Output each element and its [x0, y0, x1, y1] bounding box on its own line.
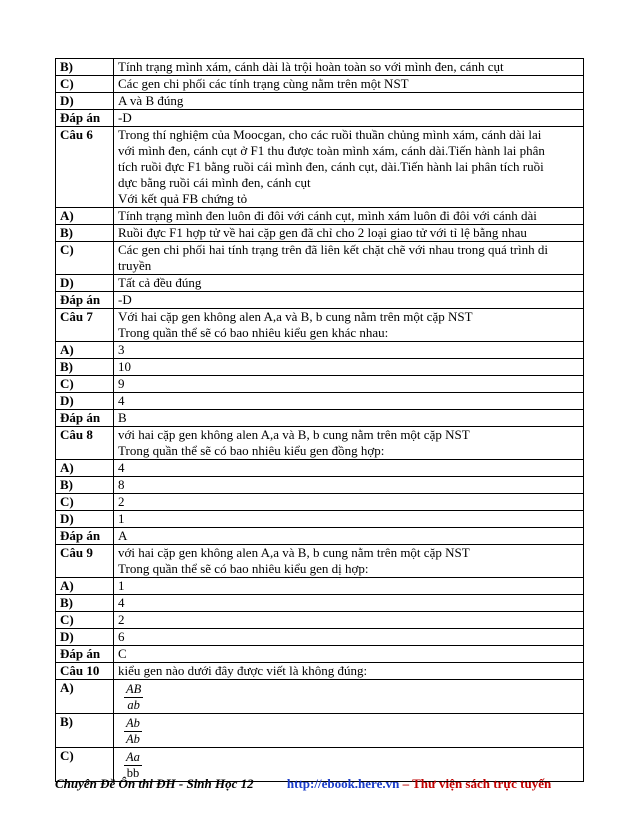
- row-text: [114, 477, 584, 494]
- row-text: [114, 663, 584, 680]
- table-row: [56, 545, 584, 578]
- table-row: [56, 376, 584, 393]
- table-row: [56, 110, 584, 127]
- row-text: [114, 393, 584, 410]
- row-text-line: 2: [118, 612, 125, 627]
- genotype-denominator: Ab: [126, 732, 140, 746]
- table-row: [56, 410, 584, 427]
- table-row: [56, 342, 584, 359]
- footer-library-name: Thư viện sách trực tuyến: [412, 776, 552, 791]
- row-text-line: Các gen chi phối hai tính trạng trên đã liên kết chặt chẽ với nhau trong quá trình di: [118, 242, 548, 257]
- footer-title: Chuyên Đề Ôn thi ĐH - Sinh Học 12: [55, 776, 254, 791]
- row-text-line: A: [118, 528, 128, 543]
- row-text-line: Ruồi đực F1 hợp tử về hai cặp gen đã chỉ cho 2 loại giao tử với tỉ lệ bằng nhau: [118, 225, 527, 240]
- row-text-line: 1: [118, 578, 125, 593]
- table-row: [56, 225, 584, 242]
- row-text-line: 8: [118, 477, 125, 492]
- genotype-cell: [114, 714, 584, 748]
- row-label: B): [56, 595, 114, 612]
- table-row: [56, 460, 584, 477]
- row-text-line: 4: [118, 393, 125, 408]
- footer-link[interactable]: http://ebook.here.vn: [286, 776, 400, 791]
- table-row: [56, 208, 584, 225]
- row-label: D): [56, 629, 114, 646]
- genotype-numerator: AB: [126, 682, 142, 696]
- row-text-line: với hai cặp gen không alen A,a và B, b cung nằm trên một cặp NST: [118, 427, 470, 442]
- row-text-line: Các gen chi phối các tính trạng cùng nằm trên một NST: [118, 76, 409, 91]
- row-text-line: 2: [118, 494, 125, 509]
- row-text: [114, 494, 584, 511]
- row-text-line: Trong thí nghiệm của Moocgan, cho các ruồi thuần chủng mình xám, cánh dài lai: [118, 127, 542, 142]
- table-row: [56, 275, 584, 292]
- row-label: C): [56, 76, 114, 93]
- table-row: [56, 477, 584, 494]
- row-label: C): [56, 494, 114, 511]
- row-text: [114, 376, 584, 393]
- row-text-line: với mình đen, cánh cụt ở F1 thu được toàn mình xám, cánh dài.Tiến hành lai phân: [118, 143, 545, 158]
- table-row: [56, 595, 584, 612]
- row-text: [114, 646, 584, 663]
- row-label: Đáp án: [56, 110, 114, 127]
- table-row: [56, 578, 584, 595]
- row-text-line: 10: [118, 359, 131, 374]
- row-label: Câu 7: [56, 309, 114, 342]
- row-label: Câu 9: [56, 545, 114, 578]
- row-text: [114, 528, 584, 545]
- table-row: [56, 629, 584, 646]
- row-label: B): [56, 225, 114, 242]
- row-text-line: truyền: [118, 258, 152, 273]
- row-text: [114, 410, 584, 427]
- footer-separator: –: [402, 776, 413, 791]
- genotype-numerator: Ab: [126, 716, 140, 730]
- row-label: D): [56, 511, 114, 528]
- row-text-line: 4: [118, 460, 125, 475]
- row-text: [114, 76, 584, 93]
- genotype-fraction: [118, 680, 143, 713]
- table-row: [56, 714, 584, 748]
- table-row: [56, 292, 584, 309]
- row-label: Đáp án: [56, 410, 114, 427]
- row-text-line: với hai cặp gen không alen A,a và B, b cung nằm trên một cặp NST: [118, 545, 470, 560]
- row-label: B): [56, 714, 114, 748]
- row-text: [114, 629, 584, 646]
- row-label: C): [56, 748, 114, 782]
- row-label: A): [56, 342, 114, 359]
- row-text: [114, 127, 584, 208]
- row-label: D): [56, 393, 114, 410]
- row-text-line: tích ruồi đực F1 bằng ruồi cái mình đen, cánh cụt, dài.Tiến hành lai phân tích ruồi: [118, 159, 544, 174]
- row-text-line: 1: [118, 511, 125, 526]
- row-label: Câu 10: [56, 663, 114, 680]
- row-label: D): [56, 93, 114, 110]
- row-text: [114, 359, 584, 376]
- row-label: A): [56, 208, 114, 225]
- row-text: [114, 275, 584, 292]
- table-row: [56, 309, 584, 342]
- row-text-line: -D: [118, 292, 132, 307]
- row-text: [114, 460, 584, 477]
- row-text: [114, 292, 584, 309]
- row-text: [114, 427, 584, 460]
- genotype-denominator: bb: [126, 766, 140, 780]
- table-row: [56, 663, 584, 680]
- row-label: C): [56, 242, 114, 275]
- row-text-line: Trong quần thể sẽ có bao nhiêu kiểu gen dị hợp:: [118, 561, 369, 576]
- row-label: Đáp án: [56, 528, 114, 545]
- table-row: [56, 93, 584, 110]
- table-row: [56, 76, 584, 93]
- row-text: [114, 578, 584, 595]
- table-row: [56, 359, 584, 376]
- row-label: C): [56, 376, 114, 393]
- table-row: [56, 427, 584, 460]
- row-text-line: Trong quần thể sẽ có bao nhiêu kiểu gen khác nhau:: [118, 325, 389, 340]
- row-text-line: C: [118, 646, 127, 661]
- row-text-line: -D: [118, 110, 132, 125]
- row-text-line: Tính trạng mình xám, cánh dài là trội hoàn toàn so với mình đen, cánh cụt: [118, 59, 504, 74]
- row-text: [114, 208, 584, 225]
- row-text: [114, 59, 584, 76]
- row-text-line: 9: [118, 376, 125, 391]
- table-row: [56, 494, 584, 511]
- row-label: A): [56, 680, 114, 714]
- row-text: [114, 595, 584, 612]
- row-text-line: Tính trạng mình đen luôn đi đôi với cánh cụt, mình xám luôn đi đôi với cánh dài: [118, 208, 537, 223]
- table-row: [56, 680, 584, 714]
- table-row: [56, 646, 584, 663]
- row-text-line: kiểu gen nào dưới đây được viết là không đúng:: [118, 663, 368, 678]
- question-table-body: [56, 59, 584, 782]
- row-label: A): [56, 460, 114, 477]
- row-label: B): [56, 59, 114, 76]
- row-text: [114, 242, 584, 275]
- row-text: [114, 612, 584, 629]
- row-text-line: Tất cả đều đúng: [118, 275, 202, 290]
- table-row: [56, 393, 584, 410]
- row-text-line: Với hai cặp gen không alen A,a và B, b cung nằm trên một cặp NST: [118, 309, 473, 324]
- row-text-line: dực bằng ruồi cái mình đen, cánh cụt: [118, 175, 311, 190]
- row-text: [114, 225, 584, 242]
- table-row: [56, 59, 584, 76]
- row-text: [114, 110, 584, 127]
- question-table: [55, 58, 584, 782]
- row-label: B): [56, 477, 114, 494]
- row-text-line: A và B đúng: [118, 93, 184, 108]
- row-label: Câu 8: [56, 427, 114, 460]
- table-row: [56, 242, 584, 275]
- table-row: [56, 612, 584, 629]
- row-label: Đáp án: [56, 292, 114, 309]
- row-text: [114, 511, 584, 528]
- row-label: D): [56, 275, 114, 292]
- row-label: C): [56, 612, 114, 629]
- row-label: B): [56, 359, 114, 376]
- row-text: [114, 545, 584, 578]
- table-row: [56, 528, 584, 545]
- row-text: [114, 309, 584, 342]
- row-text-line: B: [118, 410, 127, 425]
- row-text-line: 6: [118, 629, 125, 644]
- row-text-line: 4: [118, 595, 125, 610]
- table-row: [56, 511, 584, 528]
- genotype-fraction: [118, 714, 142, 747]
- row-text-line: 3: [118, 342, 125, 357]
- row-label: Đáp án: [56, 646, 114, 663]
- row-label: A): [56, 578, 114, 595]
- row-text: [114, 93, 584, 110]
- row-label: Câu 6: [56, 127, 114, 208]
- page-footer: [55, 776, 595, 792]
- row-text: [114, 342, 584, 359]
- genotype-cell: [114, 680, 584, 714]
- row-text-line: Trong quần thể sẽ có bao nhiêu kiểu gen đồng hợp:: [118, 443, 385, 458]
- table-row: [56, 127, 584, 208]
- row-text-line: Với kết quả FB chứng tỏ: [118, 191, 248, 206]
- genotype-denominator: ab: [127, 698, 140, 712]
- genotype-numerator: Aa: [126, 750, 140, 764]
